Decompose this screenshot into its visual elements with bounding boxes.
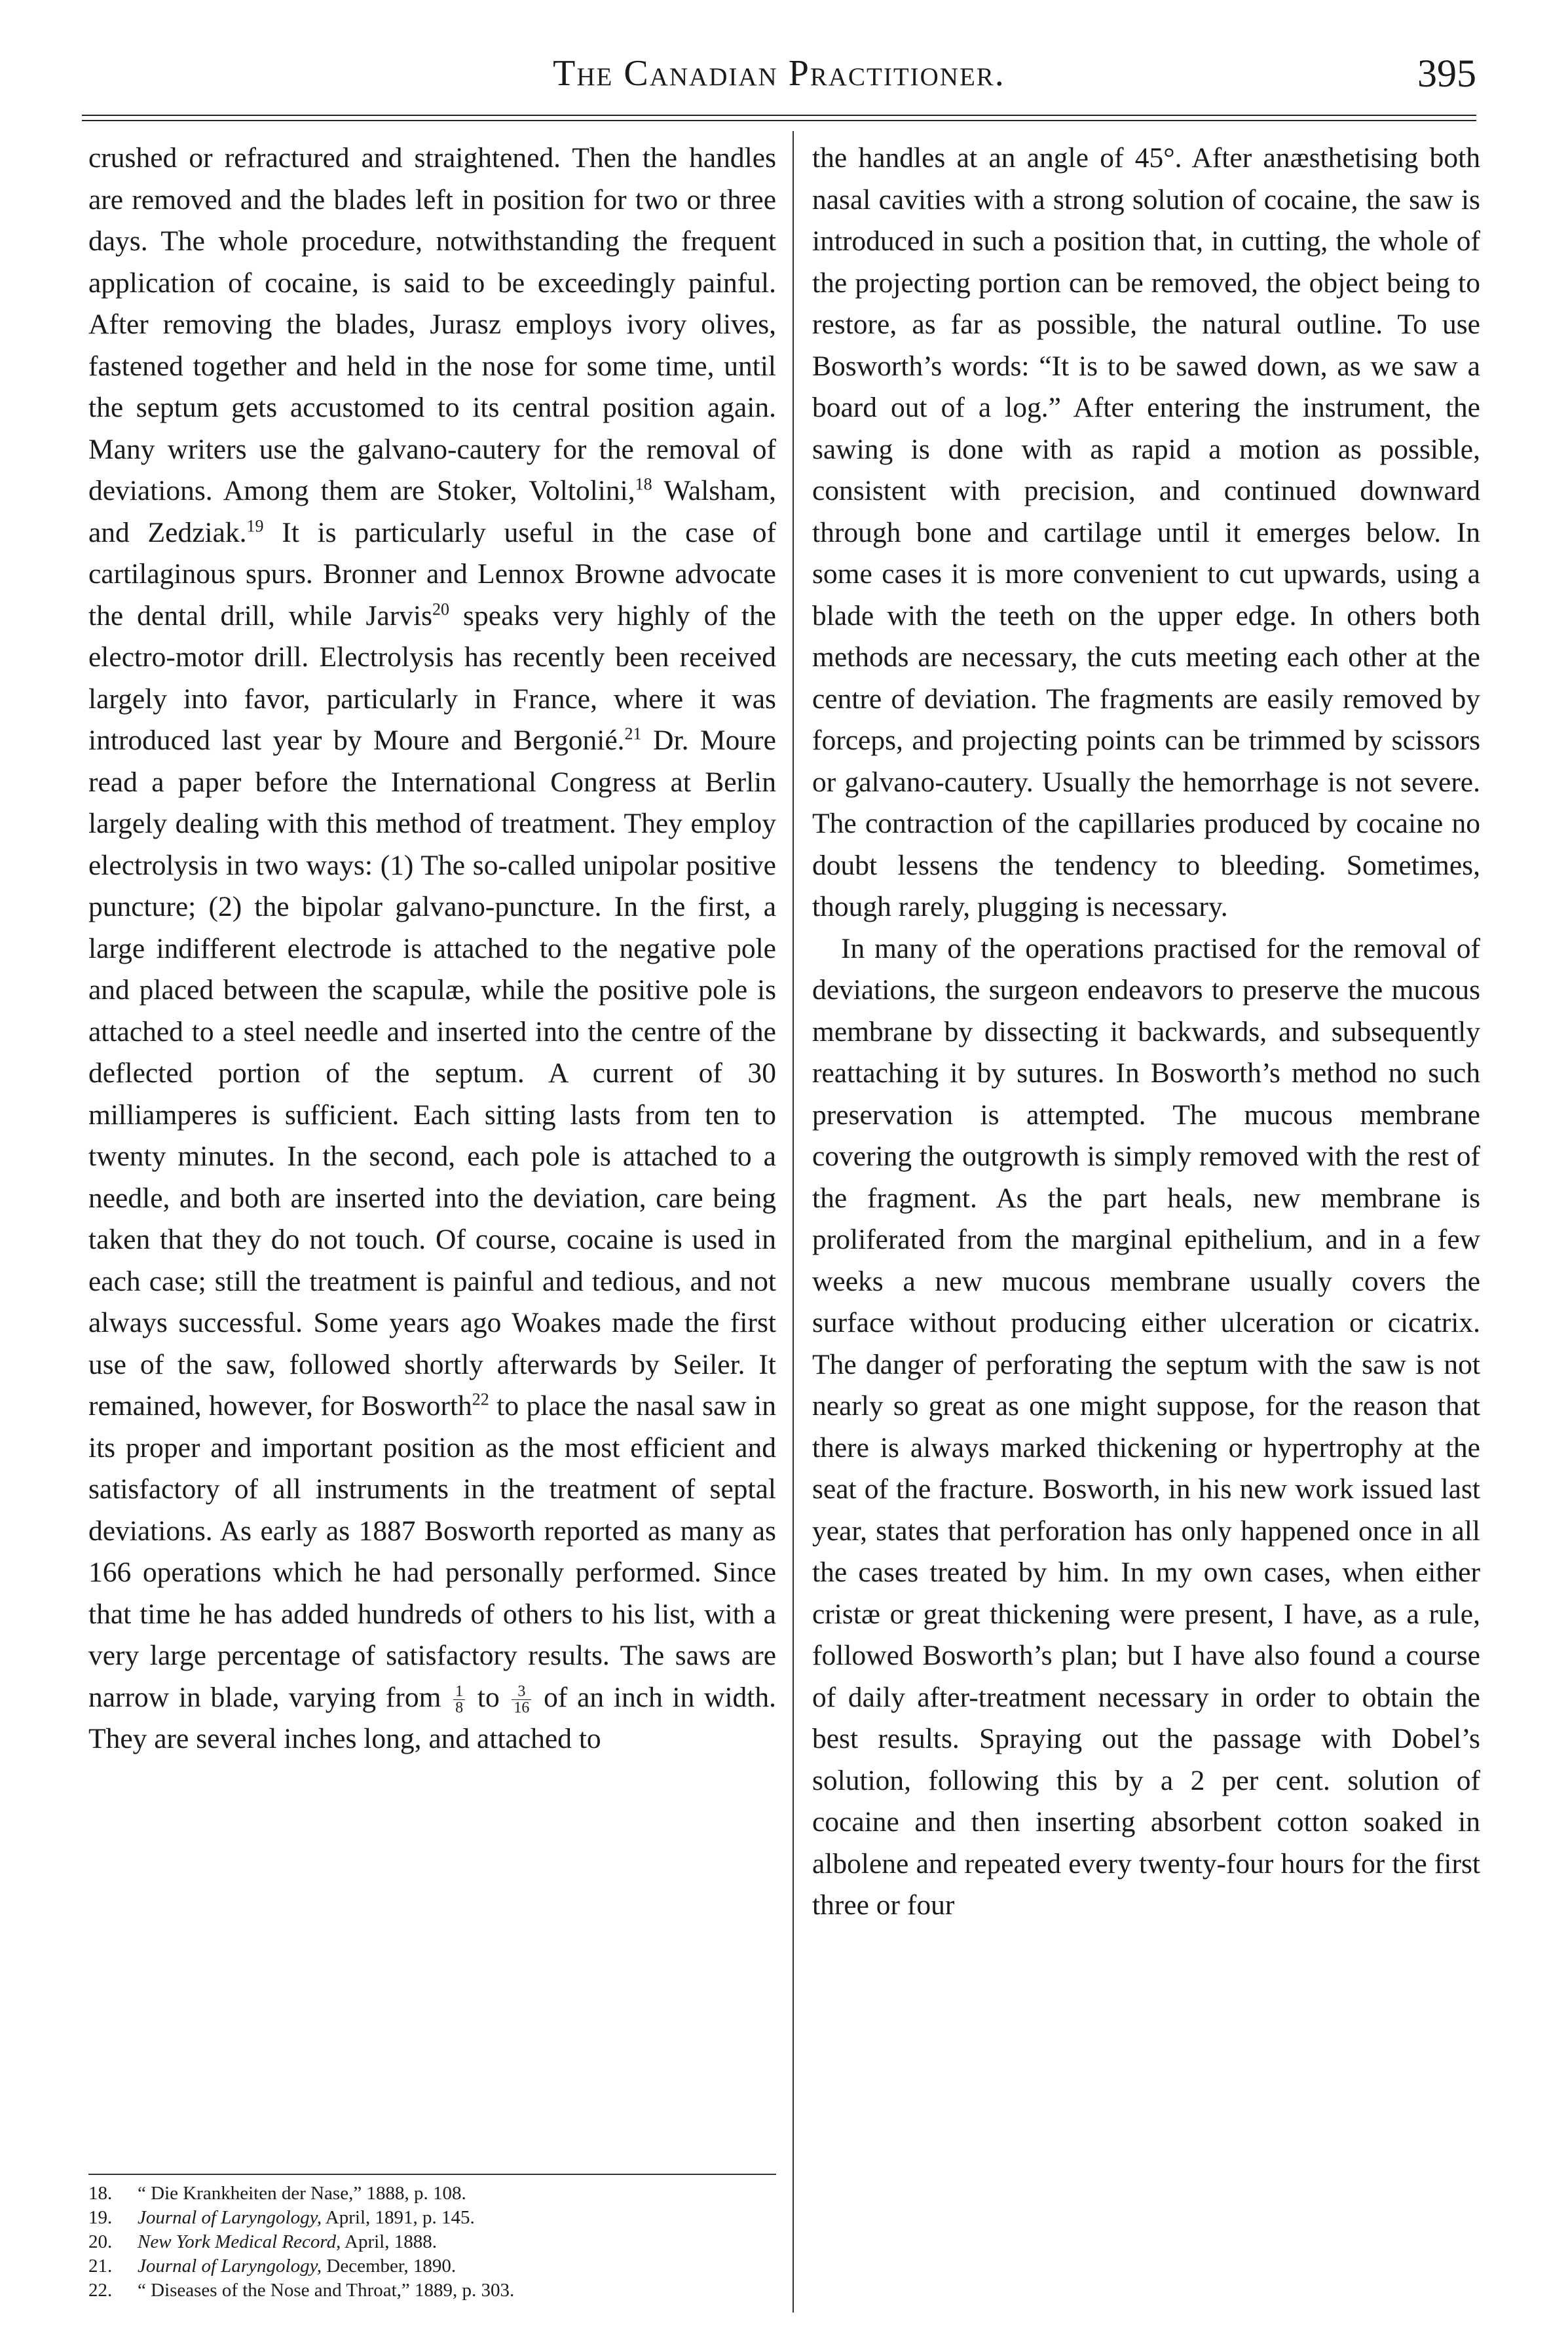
footnote-ref-22: 22 [472,1389,489,1409]
text-run: to place the nasal saw in its proper and important position as the most efficient and satisfactory of all instruments in the treatment of septal deviations. As early as 1887 Bosworth reported as many as 166 operations which he had personally performed. Since that time he has added hundreds of others to his list, with a very large percentage of satisfactory results. The saws are narrow in blade, varying from [88,1390,776,1713]
footnote-number: 20. [88,2231,113,2252]
footnote-journal: Journal of Laryngology, [138,2207,322,2228]
right-column [812,138,1480,1927]
footnote-text [138,2278,514,2303]
text-run: crushed or refractured and straightened. Then the handles are removed and the blades left in position for two or three days. The whole procedure, notwithstanding the frequent application of cocaine, is said to be exceedingly painful. After removing the blades, Jurasz employs ivory olives, fastened together and held in the nose for some time, until the septum gets accustomed to its central position again. Many writers use the galvano-cautery for the removal of deviations. Among them are Stoker, Voltolini, [88,142,776,506]
right-paragraph-1: the handles at an angle of 45°. After anæsthetising both nasal cavities with a strong solution of cocaine, the saw is introduced in such a position that, in cutting, the whole of the projecting portion can be removed, the object being to restore, as far as possible, the natural outline. To use Bosworth’s words: “It is to be sawed down, as we saw a board out of a log.” After entering the instrument, the sawing is done with as rapid a motion as possible, consistent with precision, and continued downward through bone and cartilage until it emerges below. In some cases it is more convenient to cut upwards, using a blade with the teeth on the upper edge. In others both methods are necessary, the cuts meeting each other at the centre of deviation. The fragments are easily removed by forceps, and projecting points can be trimmed by scissors or galvano-cautery. Usually the hemorrhage is not severe. The contraction of the capillaries produced by cocaine no doubt lessens the tendency to bleeding. Sometimes, though rarely, plugging is necessary. [812,142,1480,922]
footnote-rule [88,2174,776,2175]
left-column [88,138,776,1760]
footnote-journal: Journal of Laryngology, [138,2256,322,2277]
footnote-21 [88,2254,776,2278]
footnote-pre: “ Diseases of the Nose and Throat,” 1889, p. 303. [138,2280,515,2301]
footnotes [88,2182,776,2303]
footnote-journal: New York Medical Record, [138,2231,341,2252]
header-double-rule [82,115,1476,121]
footnote-ref-19: 19 [246,516,264,535]
footnote-number: 19. [88,2207,113,2228]
footnote-number: 18. [88,2183,113,2204]
page-number: 395 [1417,52,1476,95]
footnote-number: 21. [88,2256,113,2277]
footnote-ref-21: 21 [624,724,642,744]
footnote-18 [88,2182,776,2206]
footnote-text [138,2254,456,2278]
footnote-number: 22. [88,2280,113,2301]
text-run: speaks very highly of the electro-motor drill. Electrolysis has recently been received largely into favor, particularly in France, where it was introduced last year by Moure and Bergonié. [88,599,776,756]
fraction-denominator: 16 [513,1699,530,1717]
footnote-post: April, 1891, p. 145. [322,2207,475,2228]
footnote-22 [88,2278,776,2303]
footnote-19 [88,2206,776,2230]
column-divider [793,131,794,2313]
footnote-text [138,2182,466,2206]
footnote-post: April, 1888. [341,2231,437,2252]
fraction-three-sixteenths [512,1684,531,1716]
text-run: It is particularly useful in the case of cartilaginous spurs. Bronner and Lennox Browne advocate the dental drill, while Jarvis [88,516,776,632]
text-run: Walsham, and Zedziak. [88,475,776,548]
footnote-20 [88,2230,776,2254]
footnote-text [138,2230,437,2254]
footnote-post: December, 1890. [322,2256,457,2277]
fraction-numerator: 3 [512,1684,531,1700]
text-run: to [468,1681,510,1713]
fraction-numerator: 1 [453,1684,465,1700]
footnote-ref-20: 20 [432,599,450,618]
fraction-denominator: 8 [455,1699,464,1717]
text-run: Dr. Moure read a paper before the International Congress at Berlin largely dealing with this method of treatment. They employ electrolysis in two ways: (1) The so-called unipolar positive puncture; (2) the bipolar galvano-puncture. In the first, a large indifferent electrode is attached to the negative pole and placed between the scapulæ, while the positive pole is attached to a steel needle and inserted into the centre of the deflected portion of the septum. A current of 30 milliamperes is sufficient. Each sitting lasts from ten to twenty minutes. In the second, each pole is attached to a needle, and both are inserted into the deviation, care being taken that they do not touch. Of course, cocaine is used in each case; still the treatment is painful and tedious, and not always successful. Some years ago Woakes made the first use of the saw, followed shortly afterwards by Seiler. It remained, however, for Bosworth [88,725,776,1422]
footnote-text [138,2206,475,2230]
footnote-pre: “ Die Krankheiten der Nase,” 1888, p. 108. [138,2183,466,2204]
left-paragraph-1 [88,138,776,1760]
fraction-one-eighth [453,1684,465,1716]
page-header [82,46,1476,118]
right-paragraph-2: In many of the operations practised for the removal of deviations, the surgeon endeavors to preserve the mucous membrane by dissecting it backwards, and subsequently reattaching it by sutures. In Bosworth’s method no such preservation is attempted. The mucous membrane covering the outgrowth is simply removed with the rest of the fragment. As the part heals, new membrane is proliferated from the marginal epithelium, and in a few weeks a new mucous membrane usually covers the surface without producing either ulceration or cicatrix. The danger of perforating the septum with the saw is not nearly so great as one might suppose, for the reason that there is always marked thickening or hypertrophy at the seat of the fracture. Bosworth, in his new work issued last year, states that perforation has only happened once in all the cases treated by him. In my own cases, when either cristæ or great thickening were present, I have, as a rule, followed Bosworth’s plan; but I have also found a course of daily after-treatment necessary in order to obtain the best results. Spraying out the passage with Dobel’s solution, following this by a 2 per cent. solution of cocaine and then inserting absorbent cotton soaked in albolene and repeated every twenty-four hours for the first three or four [812,932,1480,1921]
footnote-ref-18: 18 [635,474,652,494]
running-title: The Canadian Practitioner. [553,53,1005,94]
text-run: of an inch in width. They are several inches long, and attached to [88,1681,776,1754]
